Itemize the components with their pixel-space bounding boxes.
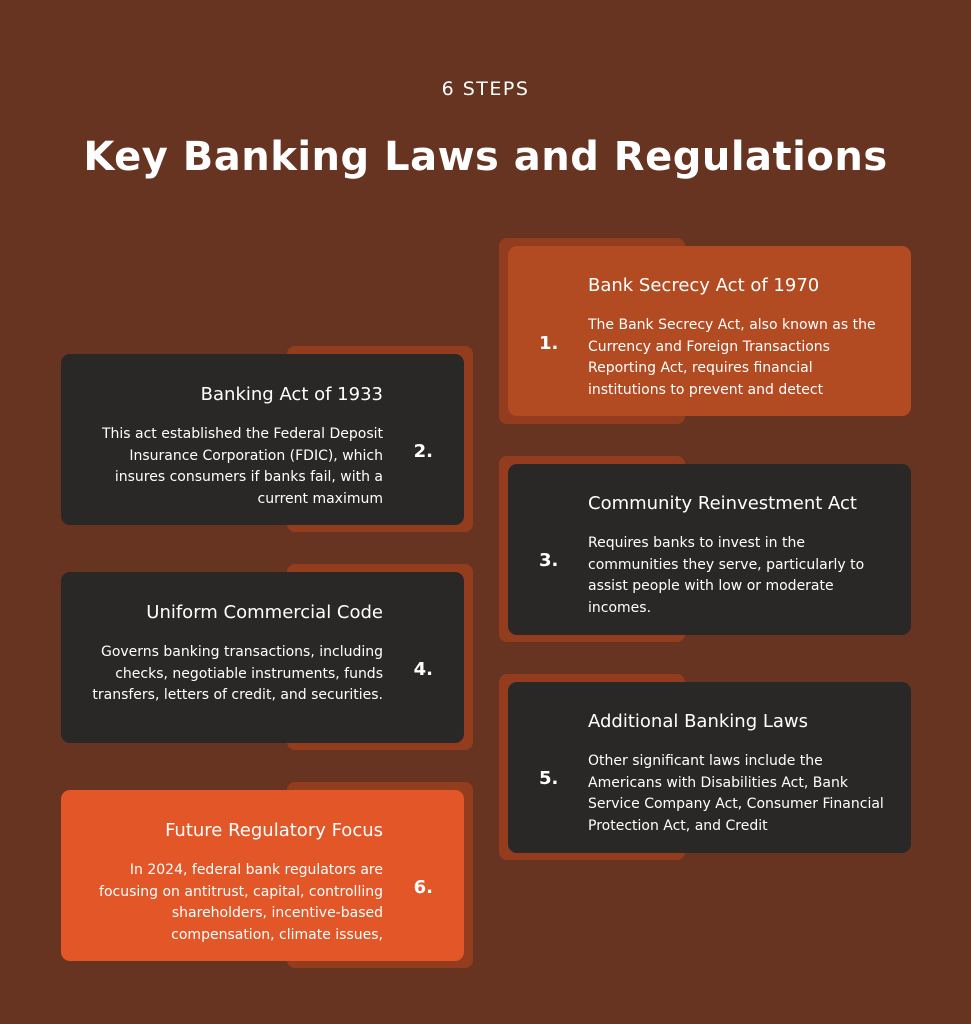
step-number: 2. xyxy=(413,441,433,462)
step-title: Community Reinvestment Act xyxy=(588,493,857,514)
step-card-5 xyxy=(508,682,911,853)
step-description: The Bank Secrecy Act, also known as the Currency and Foreign Transactions Reporting Act, requires financial institutions to prevent and detect xyxy=(588,317,876,398)
step-number: 1. xyxy=(539,333,559,354)
step-description: Requires banks to invest in the communities they serve, particularly to assist people with low or moderate incomes. xyxy=(588,535,865,616)
step-card-2 xyxy=(61,354,464,525)
step-card-4 xyxy=(61,572,464,743)
step-description: Other significant laws include the Americans with Disabilities Act, Bank Service Company Act, Consumer Financial Protection Act, and Credit xyxy=(588,753,884,834)
step-description: In 2024, federal bank regulators are focusing on antitrust, capital, controlling shareholders, incentive-based compensation, climate issues, xyxy=(99,862,383,943)
step-description: Governs banking transactions, including checks, negotiable instruments, funds transfers, letters of credit, and securities. xyxy=(92,644,383,703)
step-title: Uniform Commercial Code xyxy=(146,602,383,623)
step-card-3 xyxy=(508,464,911,635)
step-title: Banking Act of 1933 xyxy=(200,384,383,405)
step-title: Bank Secrecy Act of 1970 xyxy=(588,275,820,296)
step-title: Additional Banking Laws xyxy=(588,711,809,732)
step-card-6 xyxy=(61,790,464,961)
section-kicker: 6 STEPS xyxy=(441,78,530,100)
step-number: 6. xyxy=(413,877,433,898)
step-card-1 xyxy=(508,246,911,416)
step-number: 5. xyxy=(539,768,559,789)
step-number: 3. xyxy=(539,550,559,571)
step-title: Future Regulatory Focus xyxy=(165,820,383,841)
step-description: This act established the Federal Deposit Insurance Corporation (FDIC), which insures consumers if banks fail, with a current maximum xyxy=(101,426,383,507)
page-title: Key Banking Laws and Regulations xyxy=(83,134,888,180)
step-number: 4. xyxy=(413,659,433,680)
